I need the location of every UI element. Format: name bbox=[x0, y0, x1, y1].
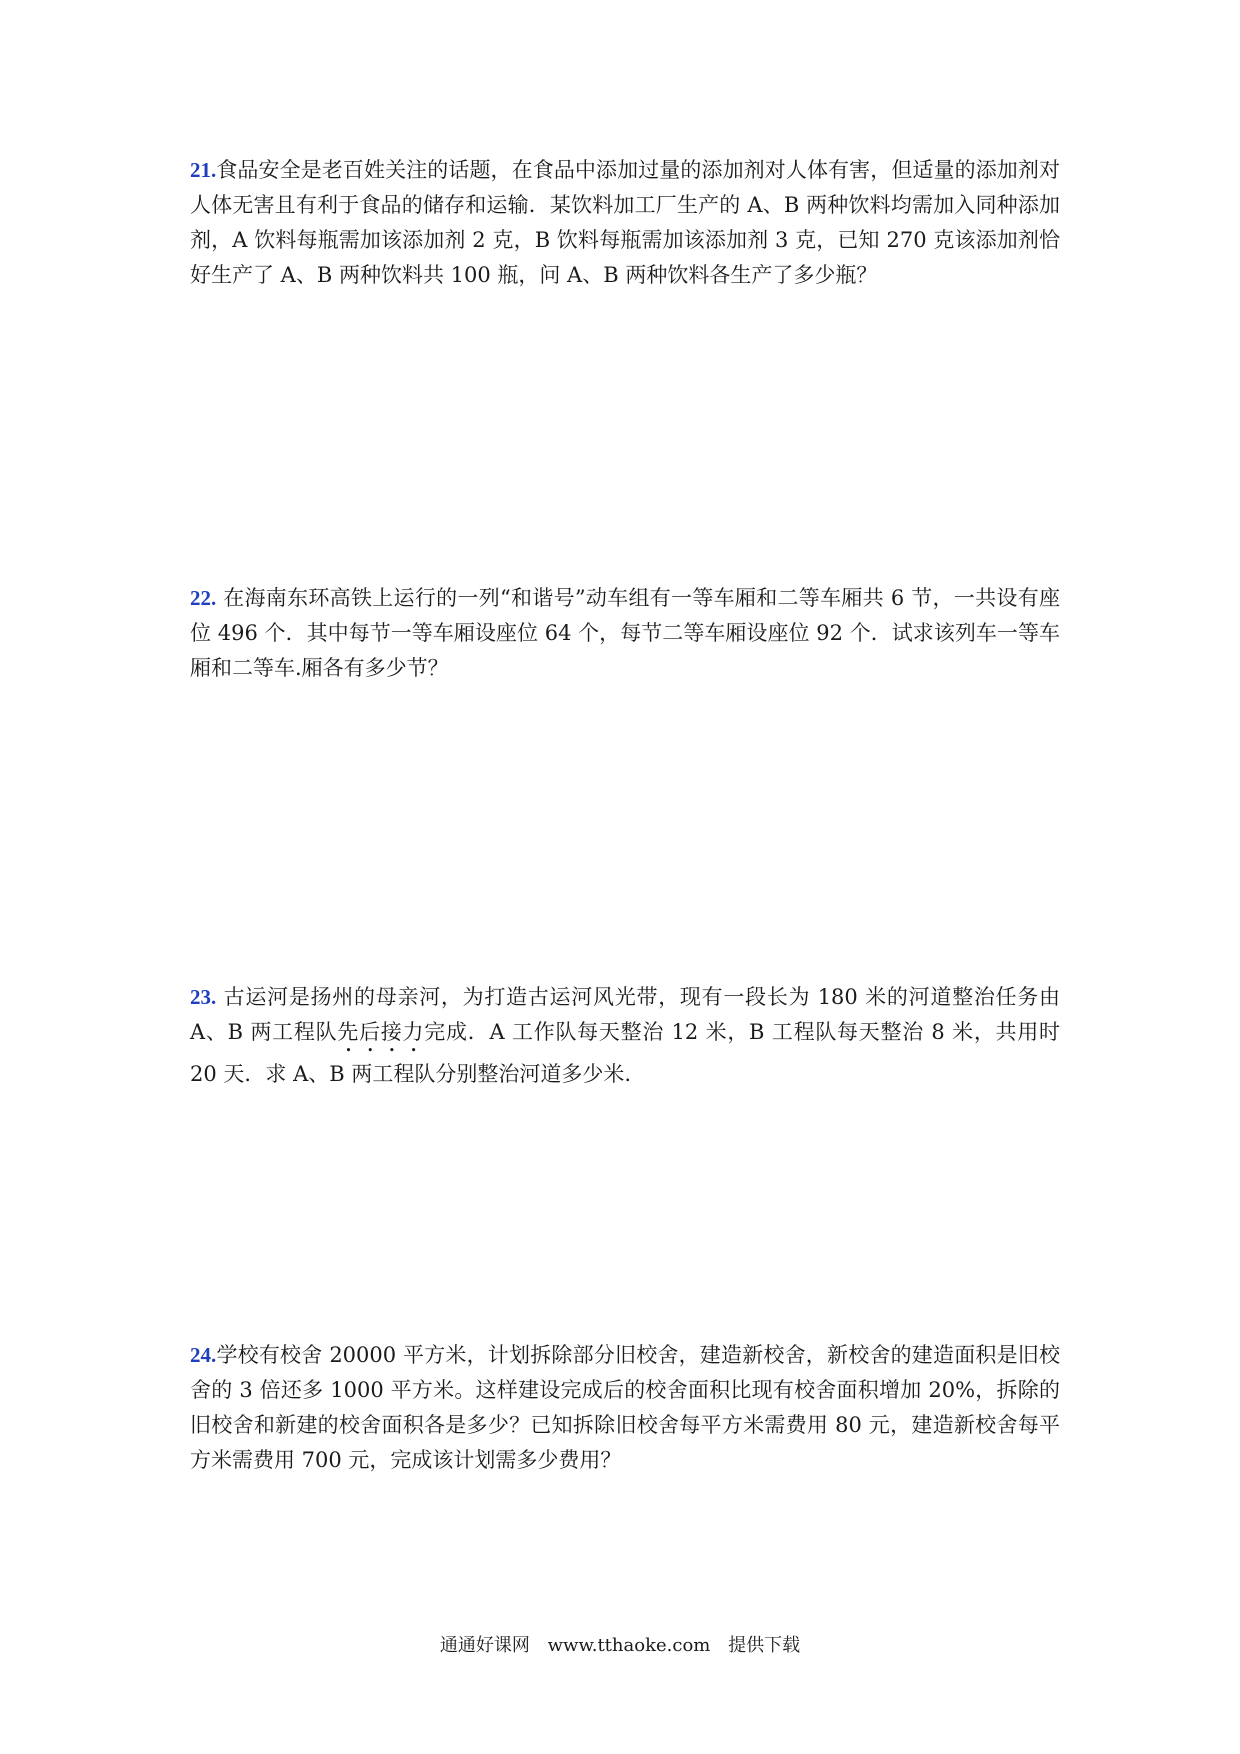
question-text-part: 完成．A 工作队每天整治 12 米，B 工程队每天整治 8 米，共用时 20 天．求 A、B 两工程队分别整治河道多少米. bbox=[190, 1020, 1061, 1086]
question-21 bbox=[190, 153, 1060, 293]
footer-site-name: 通通好课网 bbox=[439, 1635, 530, 1656]
question-number: 22. bbox=[190, 586, 217, 610]
question-text: 食品安全是老百姓关注的话题，在食品中添加过量的添加剂对人体有害，但适量的添加剂对人体无害且有利于食品的储存和运输．某饮料加工厂生产的 A、B 两种饮料均需加入同种添加剂，A 饮料每瓶需加该添加剂 2 克，B 饮料每瓶需加该添加剂 3 克，已知 270 克该添加剂恰好生产了 A、B 两种饮料共 100 瓶，问 A、B 两种饮料各生产了多少瓶？ bbox=[190, 158, 1060, 287]
question-text: 学校有校舍 20000 平方米，计划拆除部分旧校舍，建造新校舍，新校舍的建造面积是旧校舍的 3 倍还多 1000 平方米。这样建设完成后的校舍面积比现有校舍面积增加 20%，拆除的旧校舍和新建的校舍面积各是多少？已知拆除旧校舍每平方米需费用 80 元，建造新校舍每平方米需费用 700 元，完成该计划需多少费用？ bbox=[190, 1343, 1060, 1472]
footer-suffix: 提供下载 bbox=[728, 1635, 801, 1656]
question-text-part: 古运河是扬州的母亲河，为打造古运河风光带，现有一段长为 180 米的河道整治任务由 A、B 两工程队 bbox=[190, 985, 1060, 1044]
question-text: 在海南东环高铁上运行的一列“和谐号”动车组有一等车厢和二等车厢共 6 节，一共设有座位 496 个．其中每节一等车厢设座位 64 个，每节二等车厢设座位 92 个．试求该列车一等车厢和二等车.厢各有多少节？ bbox=[190, 586, 1060, 680]
question-number: 23. bbox=[190, 985, 217, 1009]
question-number: 21. bbox=[190, 158, 217, 182]
page-footer bbox=[0, 1634, 1240, 1658]
question-22 bbox=[190, 581, 1060, 686]
footer-url[interactable]: www.tthaoke.com bbox=[547, 1635, 711, 1656]
question-24 bbox=[190, 1338, 1060, 1478]
question-23 bbox=[190, 980, 1060, 1092]
question-number: 24. bbox=[190, 1343, 217, 1367]
emphasized-text: 先后接力 bbox=[337, 1020, 425, 1044]
